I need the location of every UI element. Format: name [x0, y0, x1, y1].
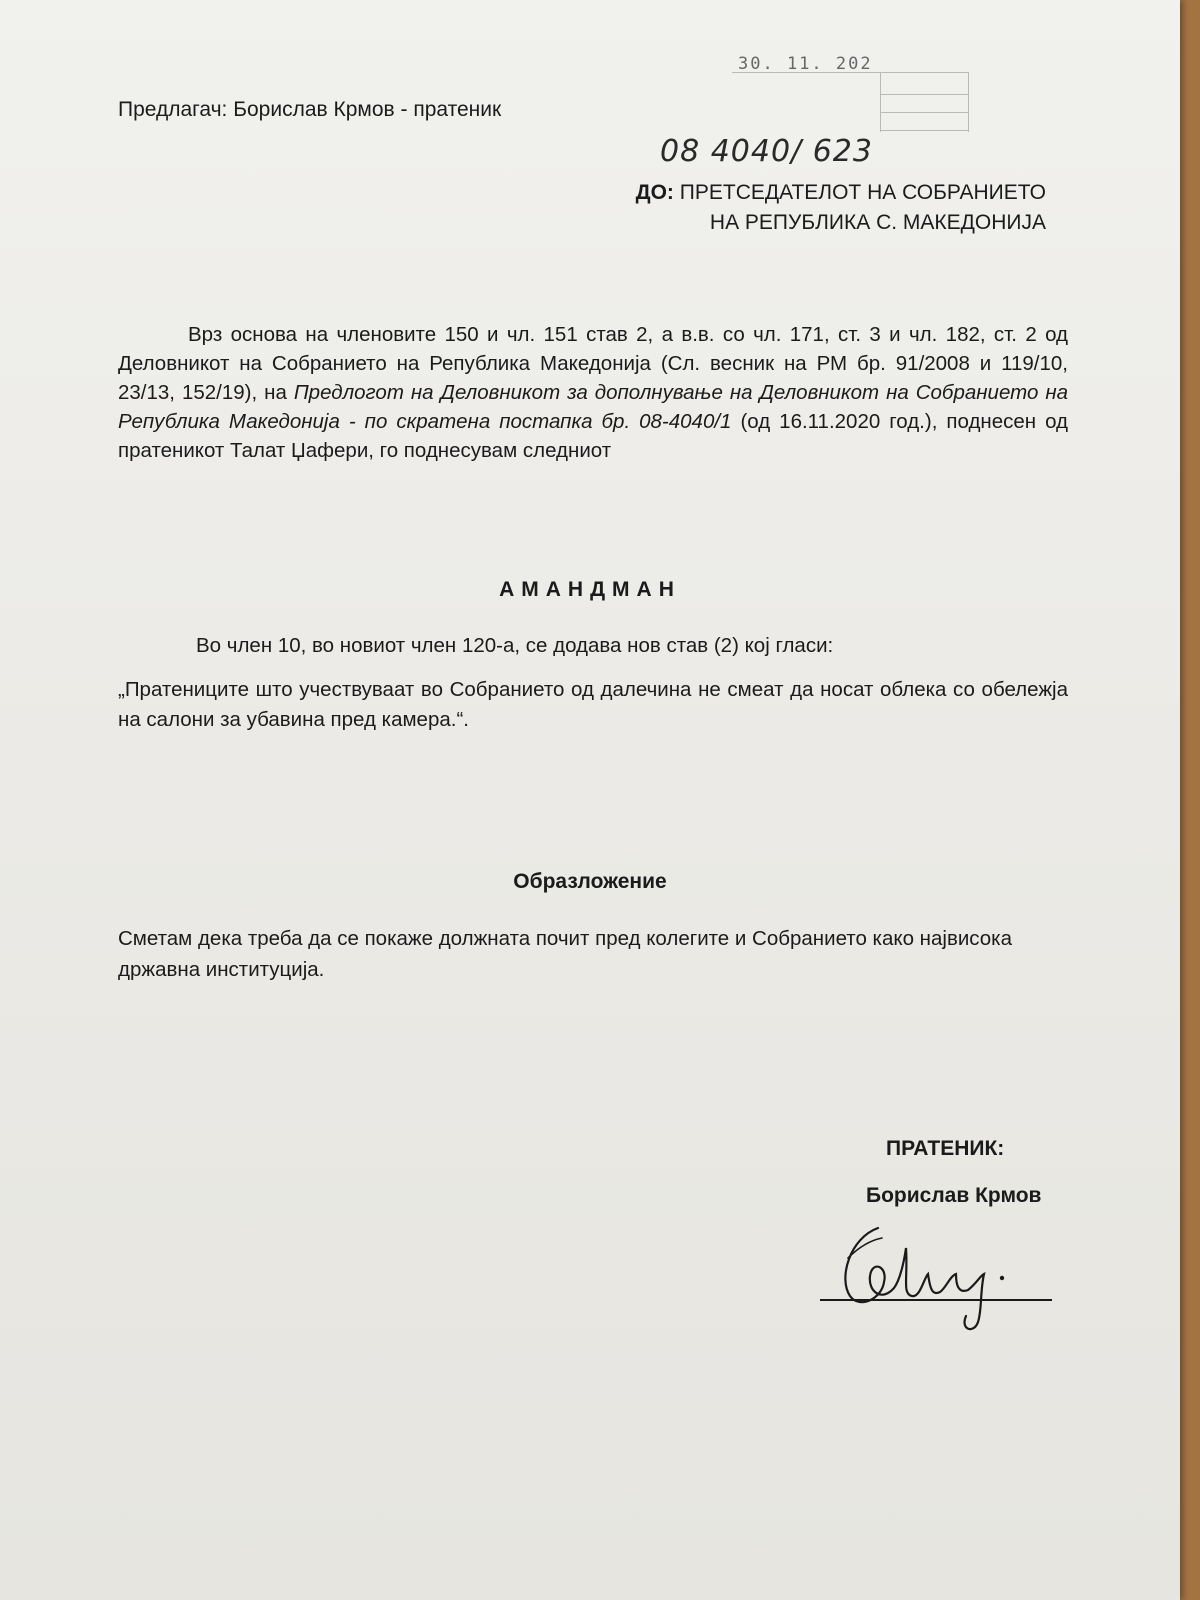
handwritten-signature-icon	[820, 1218, 1080, 1338]
intro-italic: Предлогот на Деловникот за дополнување на Деловникот на Собранието на Република Македонија - по скратена постапка бр. 08-4040/1	[118, 381, 1069, 433]
signature-name: Борислав Крмов	[866, 1184, 1042, 1207]
signature-role: ПРАТЕНИК:	[886, 1137, 1005, 1160]
recipient-line-2: НА РЕПУБЛИКА С. МАКЕДОНИЈА	[709, 211, 1046, 234]
proposer-line: Предлагач: Борислав Крмов - пратеник	[118, 98, 502, 121]
amendment-title: АМАНДМАН	[499, 578, 681, 601]
amendment-quote: „Пратениците што учествуваат во Собранието од далечина не смеат да носат облека со обележја на салони за убавина пред камера.“.	[118, 678, 1068, 731]
intro-part-1: Врз основа на членовите 150 и чл. 151 став 2, а в.в. со чл. 171, ст. 3 и чл. 182, ст. 2 од Деловникот на Собранието на Република Македонија (Сл. весник на РМ бр. 91/2008 и 119/10, 23/13, 152/19), на	[118, 323, 1068, 404]
intro-paragraph	[118, 320, 1068, 465]
recipient-prefix: ДО:	[635, 181, 674, 204]
amendment-change: Во член 10, во новиот член 120-а, се додава нов став (2) кој гласи:	[196, 634, 834, 657]
recipient-block	[636, 178, 1046, 238]
received-stamp	[730, 48, 986, 134]
registration-number: 08 4040/ 623	[660, 134, 873, 169]
explanation-text: Сметам дека треба да се покаже должната почит пред колегите и Собранието како највисока државна институција.	[118, 927, 1012, 981]
intro-part-2: (од 16.11.2020 год.), поднесен од пратеникот Талат Џафери, го поднесувам следниот	[118, 410, 1068, 462]
explanation-heading: Образложение	[513, 870, 667, 893]
stamp-date: 30. 11. 202	[738, 54, 873, 74]
recipient-line-1: ПРЕТСЕДАТЕЛОТ НА СОБРАНИЕТО	[679, 181, 1046, 204]
